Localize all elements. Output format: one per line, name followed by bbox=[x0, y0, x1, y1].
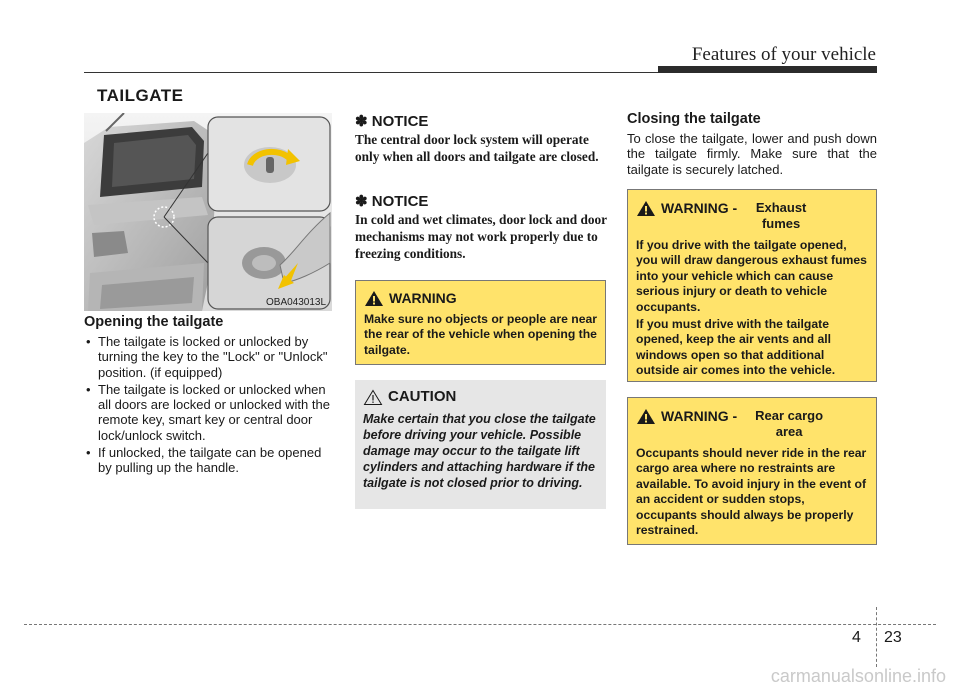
header-rule bbox=[84, 72, 661, 73]
page-number: 23 bbox=[884, 629, 902, 646]
warning-text: If you drive with the tailgate opened, you will draw dangerous exhaust fumes into your vehicle which can cause serious injury or death to vehicle occupants. bbox=[636, 238, 867, 314]
caution-triangle-icon bbox=[363, 389, 383, 406]
warning-text: Occupants should never ride in the rear cargo area where no restraints are available. To avoid injury in the event of an accident or sudden stops, occupants should always be properly restrained. bbox=[636, 446, 867, 538]
warning-box bbox=[355, 280, 606, 365]
notice-text: In cold and wet climates, door lock and door mechanisms may not work properly due to freezing conditions. bbox=[355, 212, 607, 261]
section-title: TAILGATE bbox=[97, 86, 184, 105]
list-item: • The tailgate is locked or unlocked by turning the key to the "Lock" or "Unlock" position. (if equipped) bbox=[84, 334, 334, 380]
list-item: • The tailgate is locked or unlocked when all doors are locked or unlocked with the remote key, smart key or central door lock/unlock switch. bbox=[84, 382, 334, 443]
tailgate-illustration bbox=[84, 113, 332, 311]
list-item: • If unlocked, the tailgate can be opened by pulling up the handle. bbox=[84, 445, 334, 476]
warning-text: Make sure no objects or people are near the rear of the vehicle when opening the tailgate. bbox=[364, 312, 597, 357]
header-bar bbox=[658, 66, 877, 73]
caution-box bbox=[355, 380, 606, 509]
watermark: carmanualsonline.info bbox=[770, 666, 946, 686]
warning-subtitle: Exhaust fumes bbox=[755, 200, 807, 231]
warning-subtitle: Rear cargo area bbox=[755, 408, 824, 439]
notice-heading: ✽ NOTICE bbox=[355, 113, 429, 130]
warning-triangle-icon bbox=[364, 290, 384, 307]
warning-label: WARNING - bbox=[661, 200, 738, 216]
cargo-warning-box bbox=[627, 397, 877, 545]
opening-list bbox=[84, 334, 334, 478]
footer-divider bbox=[876, 607, 877, 667]
warning-label: WARNING - bbox=[661, 408, 738, 424]
warning-title: WARNING bbox=[389, 290, 457, 306]
opening-heading: Opening the tailgate bbox=[84, 314, 224, 330]
warning-text: If you must drive with the tailgate opened, keep the air vents and all windows open so that additional outside air comes into the vehicle. bbox=[636, 317, 836, 378]
warning-triangle-icon bbox=[636, 200, 656, 217]
closing-heading: Closing the tailgate bbox=[627, 111, 761, 127]
warning-title bbox=[661, 200, 821, 232]
closing-text: To close the tailgate, lower and push down the tailgate firmly. Make sure that the tailgate is securely latched. bbox=[627, 131, 877, 177]
chapter-number: 4 bbox=[852, 629, 861, 646]
footer-rule bbox=[24, 624, 936, 625]
caution-title: CAUTION bbox=[388, 388, 457, 405]
header-title: Features of your vehicle bbox=[691, 44, 876, 65]
notice-text: The central door lock system will operate only when all doors and tailgate are closed. bbox=[355, 132, 599, 164]
exhaust-warning-box bbox=[627, 189, 877, 382]
caution-text: Make certain that you close the tailgate before driving your vehicle. Possible damage may occur to the tailgate lift cylinders and attaching hardware if the tailgate is not closed prior to driving. bbox=[363, 412, 596, 490]
warning-triangle-icon bbox=[636, 408, 656, 425]
tailgate-drawing bbox=[84, 113, 332, 311]
figure-caption: OBA043013L bbox=[266, 297, 327, 308]
notice-heading: ✽ NOTICE bbox=[355, 193, 429, 210]
warning-title bbox=[661, 408, 837, 440]
